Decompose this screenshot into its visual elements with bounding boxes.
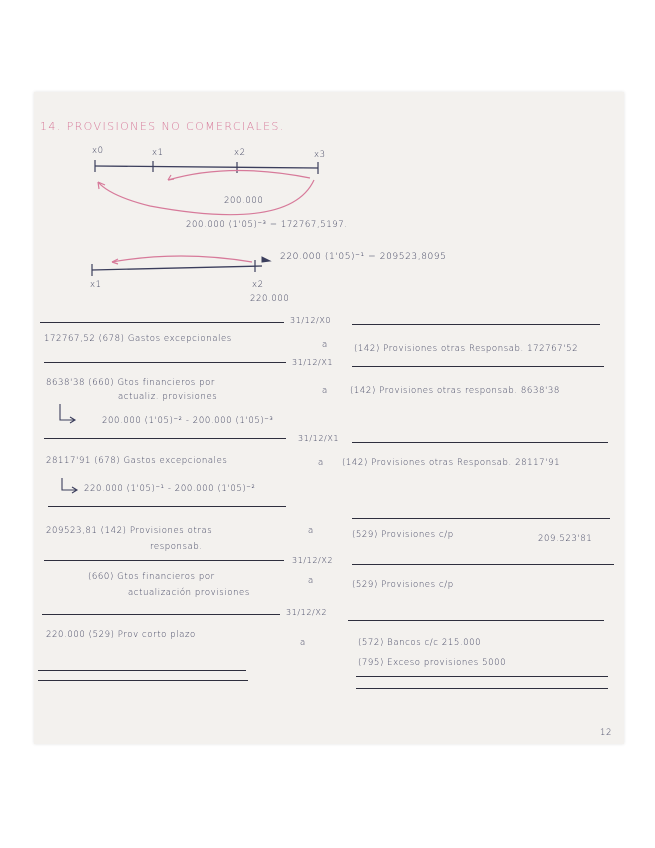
entry4-debit: 209523,81 (142) Provisiones otras — [46, 526, 213, 536]
entry5-a: a — [308, 576, 314, 586]
entry5-debit-cont: actualización provisiones — [128, 588, 250, 598]
entry1-a: a — [322, 340, 328, 350]
timeline2-formula: 220.000 (1'05)⁻¹ = 209523,8095 — [280, 252, 447, 262]
entry1-debit: 172767,52 (678) Gastos excepcionales — [44, 334, 232, 344]
timeline1-label-x0: x0 — [92, 146, 104, 156]
entry2-debit-cont: actualiz. provisiones — [118, 392, 218, 402]
entry2-a: a — [322, 386, 328, 396]
entry3-formula: 220.000 (1'05)⁻¹ - 200.000 (1'05)⁻² — [84, 484, 256, 494]
entry6-credit2: (795) Exceso provisiones 5000 — [358, 658, 507, 668]
entry5-debit: (660) Gtos financieros por — [88, 572, 215, 582]
entry2-debit: 8638'38 (660) Gtos financieros por — [46, 378, 216, 388]
timeline2-amount: 220.000 — [250, 294, 290, 304]
timeline1-arrow-long — [98, 180, 314, 215]
section-heading: 14. PROVISIONES NO COMERCIALES. — [40, 120, 285, 133]
timeline1-amount: 200.000 — [224, 196, 264, 206]
page-number: 12 — [600, 728, 613, 738]
timeline1-arrow-short — [168, 170, 310, 180]
timeline1-axis — [95, 166, 318, 168]
entry3-debit: 28117'91 (678) Gastos excepcionales — [46, 456, 228, 466]
entry3-date: 31/12/X1 — [298, 434, 340, 443]
entry6-a: a — [300, 638, 306, 648]
entry4-a: a — [308, 526, 314, 536]
entry6-credit: (572) Bancos c/c 215.000 — [358, 638, 482, 648]
timeline1-label-x3: x3 — [314, 150, 326, 160]
entry4-credit-amount: 209.523'81 — [538, 534, 593, 544]
timeline1-label-x1: x1 — [152, 148, 164, 158]
entry1-date: 31/12/X0 — [290, 316, 332, 325]
entry5-credit: (529) Provisiones c/p — [352, 580, 454, 590]
timeline2-label-x2: x2 — [252, 280, 264, 290]
entry4-debit-cont: responsab. — [150, 542, 203, 552]
entry3-credit: (142) Provisiones otras Responsab. 28117'91 — [342, 458, 561, 468]
timeline1-label-x2: x2 — [234, 148, 246, 158]
timeline1-formula: 200.000 (1'05)⁻³ = 172767,5197. — [186, 220, 348, 230]
timeline2-label-x1: x1 — [90, 280, 102, 290]
timeline2-arrow — [112, 256, 252, 262]
entry1-credit: (142) Provisiones otras Responsab. 172767'52 — [354, 344, 579, 354]
entry6-date: 31/12/X2 — [286, 608, 328, 617]
entry4-credit: (529) Provisiones c/p — [352, 530, 454, 540]
entry6-debit: 220.000 (529) Prov corto plazo — [46, 630, 196, 640]
entry2-date: 31/12/X1 — [292, 358, 334, 367]
timeline2-axis — [92, 266, 262, 270]
entry5-date: 31/12/X2 — [292, 556, 334, 565]
entry3-a: a — [318, 458, 324, 468]
entry2-credit: (142) Provisiones otras responsab. 8638'38 — [350, 386, 560, 396]
entry2-formula: 200.000 (1'05)⁻² - 200.000 (1'05)⁻³ — [102, 416, 274, 426]
